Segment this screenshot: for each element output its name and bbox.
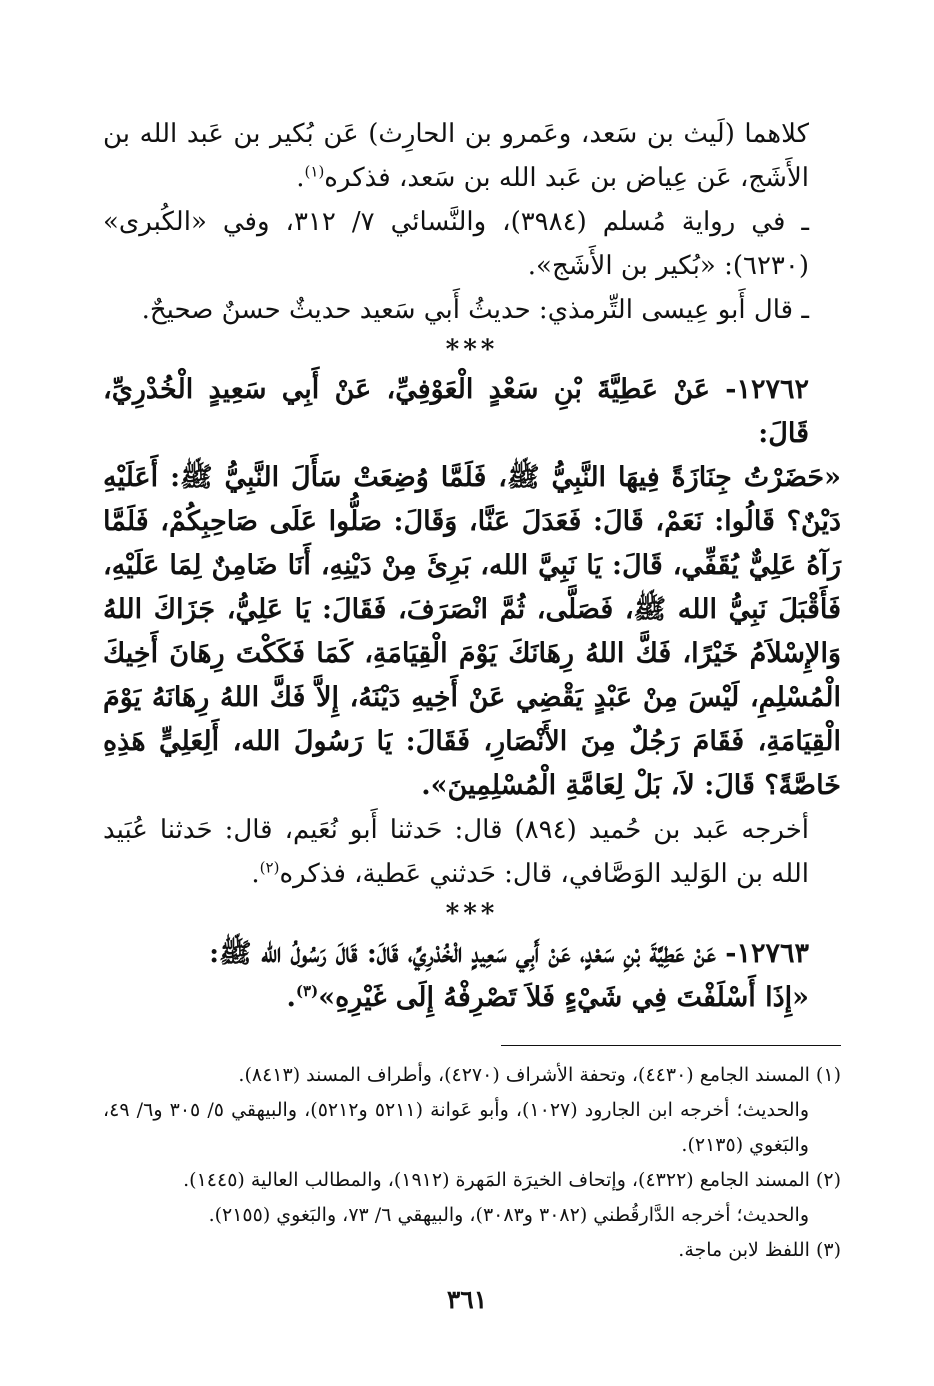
hadith-12762-takhrij [103,808,841,896]
section-separator: *** [445,335,499,365]
footnote-3: (٣) اللفظ لابن ماجة. [678,1239,841,1261]
hadith-12762-heading: ١٢٧٦٢- عَنْ عَطِيَّةَ بْنِ سَعْدٍ الْعَوْفِيِّ، عَنْ أَبِي سَعِيدٍ الْخُدْرِيِّ، قَالَ: [103,374,809,449]
section-separator: *** [445,899,499,929]
hadith-12763-heading: ١٢٧٦٣- عَنْ عَطِيَّةَ بْنِ سَعْدٍ، عَنْ أَبِي سَعِيدٍ الْخُدْرِيِّ، قَالَ: قَالَ رَسُولُ الله ﷺ: [209,938,809,969]
takhrij-text: أخرجه عَبد بن حُميد (٨٩٤) قال: حَدثنا أَبو نُعَيم، قال: حَدثنا عُبَيد الله بن الوَليد الوَصَّافي، قال: حَدثني عَطية، فذكره [103,815,809,889]
punctuation: . [251,859,260,889]
page-number: ٣٦١ [446,1285,488,1314]
paragraph-narrators [103,112,841,200]
punctuation: . [286,982,296,1013]
punctuation: . [296,163,305,193]
hadith-text: «إِذَا أَسْلَفْتَ فِي شَيْءٍ فَلاَ تَصْرِفْهُ إِلَى غَيْرِهِ» [318,982,809,1013]
footnote-1: (١) المسند الجامع (٤٤٣٠)، وتحفة الأشراف (٤٢٧٠)، وأطراف المسند (٨٤١٣). [238,1064,841,1086]
main-text [103,112,841,1020]
footnote-divider [501,1045,841,1046]
footnote-1-continuation: والحديث؛ أخرجه ابن الجارود (١٠٢٧)، وأبو عَوانة (٥٢١١ و٥٢١٢)، والبيهقي ٥/ ٣٠٥ و٦/ ٤٩، والبَغوي (٢١٣٥). [103,1099,809,1156]
footnote-2: (٢) المسند الجامع (٤٣٢٢)، وإتحاف الخيرَة المَهرة (١٩١٢)، والمطالب العالية (١٤٤٥). [183,1169,841,1191]
hadith-12763-body [103,976,841,1020]
paragraph-muslim-variant: ـ في رواية مُسلم (٣٩٨٤)، والنَّسائي ٧/ ٣١٢، وفي «الكُبرى» (٦٢٣٠): «بُكير بن الأَشَج». [103,207,810,281]
footnotes [103,1058,841,1268]
footnote-ref-3[interactable]: (٣) [295,982,319,1000]
footnote-2-continuation: والحديث؛ أخرجه الدَّارقُطني (٣٠٨٢ و٣٠٨٣)، والبيهقي ٦/ ٧٣، والبَغوي (٢١٥٥). [208,1204,809,1226]
hadith-12762-body: «حَضَرْتُ جِنَازَةً فِيهَا النَّبِيُّ ﷺ، فَلَمَّا وُضِعَتْ سَأَلَ النَّبِيُّ ﷺ: أَعَلَيْهِ دَيْنٌ؟ قَالُوا: نَعَمْ، قَالَ: فَعَدَلَ عَنَّا، وَقَالَ: صَلُّوا عَلَى صَاحِبِكُمْ، فَلَمَّا رَآهُ عَلِيٌّ يُقَفِّي، قَالَ: يَا نَبِيَّ الله، بَرِئَ مِنْ دَيْنِهِ، أَنَا ضَامِنٌ لِمَا عَلَيْهِ، فَأَقْبَلَ نَبِيُّ الله ﷺ، فَصَلَّى، ثُمَّ انْصَرَفَ، فَقَالَ: يَا عَلِيُّ، جَزَاكَ اللهُ وَالإِسْلاَمُ خَيْرًا، فَكَّ اللهُ رِهَانَكَ يَوْمَ الْقِيَامَةِ، كَمَا فَكَكْتَ رِهَانَ أَخِيكَ الْمُسْلِمِ، لَيْسَ مِنْ عَبْدٍ يَقْضِي عَنْ أَخِيهِ دَيْنَهُ، إِلاَّ فَكَّ اللهُ رِهَانَهُ يَوْمَ الْقِيَامَةِ، فَقَامَ رَجُلٌ مِنَ الأَنْصَارِ، فَقَالَ: يَا رَسُولَ الله، أَلِعَلِيٍّ هَذِهِ خَاصَّةً؟ قَالَ: لاَ، بَلْ لِعَامَّةِ الْمُسْلِمِينَ». [103,462,841,801]
footnote-ref-2[interactable]: (٢) [259,858,280,877]
paragraph-tirmidhi-grading: ـ قال أَبو عِيسى التِّرمذي: حديثُ أَبي سَعيد حديثٌ حسنٌ صحيحٌ. [141,295,809,325]
footnote-ref-1[interactable]: (١) [304,162,325,181]
paragraph-text: كلاهما (لَيث بن سَعد، وعَمرو بن الحارِث) عَن بُكير بن عَبد الله بن الأَشَج، عَن عِياض بن عَبد الله بن سَعد، فذكره [103,119,809,193]
